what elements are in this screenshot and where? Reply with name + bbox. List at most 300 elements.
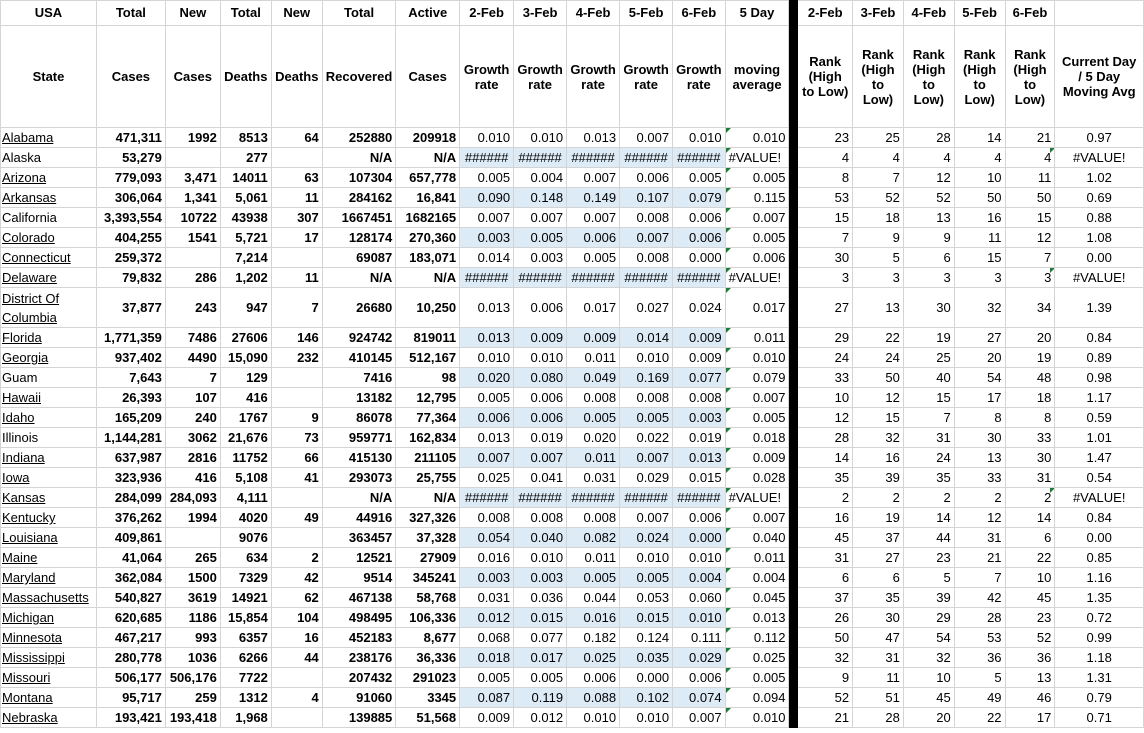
rank-cell[interactable] [954,388,1005,408]
growth-rate-cell[interactable]: 0.025 [460,468,514,488]
rank-cell[interactable] [954,328,1005,348]
cell-total-cases[interactable]: 540,827 [96,588,165,608]
rank-cell[interactable] [798,368,853,388]
cell-active[interactable]: 819011 [396,328,460,348]
growth-rate-cell[interactable]: 0.149 [567,188,620,208]
cell-new-cases[interactable]: 259 [165,688,220,708]
cell-active[interactable]: 16,841 [396,188,460,208]
rank-cell[interactable] [798,408,853,428]
moving-average-cell[interactable] [725,388,789,408]
rank-cell[interactable] [853,228,904,248]
rank-cell[interactable] [798,188,853,208]
cell-new-cases[interactable]: 1541 [165,228,220,248]
cell-recovered[interactable]: 86078 [322,408,395,428]
cell-recovered[interactable]: N/A [322,268,395,288]
ratio-cell[interactable]: 0.59 [1055,408,1144,428]
cell-total-deaths[interactable]: 21,676 [220,428,271,448]
rank-cell[interactable] [853,588,904,608]
rank-cell[interactable] [954,468,1005,488]
state-cell[interactable] [1,648,97,668]
header-cell[interactable]: 4-Feb [567,1,620,26]
cell-active[interactable]: 51,568 [396,708,460,728]
rank-cell[interactable] [954,488,1005,508]
rank-cell[interactable] [853,668,904,688]
cell-recovered[interactable]: 7416 [322,368,395,388]
rank-cell[interactable] [903,508,954,528]
cell-total-cases[interactable]: 53,279 [96,148,165,168]
cell-total-cases[interactable]: 376,262 [96,508,165,528]
growth-rate-cell[interactable]: 0.010 [460,348,514,368]
rank-cell[interactable] [903,588,954,608]
cell-recovered[interactable]: 284162 [322,188,395,208]
growth-rate-cell[interactable]: 0.006 [460,408,514,428]
growth-rate-cell[interactable]: 0.011 [567,348,620,368]
rank-cell[interactable] [903,228,954,248]
growth-rate-cell[interactable]: 0.024 [620,528,673,548]
cell-new-deaths[interactable]: 4 [271,688,322,708]
cell-new-cases[interactable]: 993 [165,628,220,648]
state-link[interactable]: Maryland [2,570,56,585]
growth-rate-cell[interactable]: 0.005 [620,568,673,588]
cell-active[interactable]: 10,250 [396,288,460,328]
growth-rate-cell[interactable]: 0.014 [460,248,514,268]
cell-new-deaths[interactable] [271,668,322,688]
growth-rate-cell[interactable]: 0.007 [620,128,673,148]
header-cell[interactable]: Total [220,1,271,26]
ratio-cell[interactable]: 0.54 [1055,468,1144,488]
rank-cell[interactable] [954,548,1005,568]
rank-cell[interactable] [1005,128,1055,148]
growth-rate-cell[interactable]: 0.017 [567,288,620,328]
growth-rate-cell[interactable]: 0.182 [567,628,620,648]
cell-total-cases[interactable]: 1,144,281 [96,428,165,448]
state-link[interactable]: Mississippi [2,650,65,665]
header-cell[interactable]: Growth rate [567,26,620,128]
state-cell[interactable] [1,668,97,688]
cell-total-deaths[interactable]: 129 [220,368,271,388]
moving-average-cell[interactable] [725,608,789,628]
growth-rate-cell[interactable]: 0.018 [460,648,514,668]
state-link[interactable]: Alabama [2,130,54,145]
growth-rate-cell[interactable]: 0.107 [620,188,673,208]
ratio-cell[interactable]: 1.18 [1055,648,1144,668]
growth-rate-cell[interactable]: 0.013 [567,128,620,148]
state-link[interactable]: Kansas [2,490,46,505]
header-cell[interactable]: New [165,1,220,26]
growth-rate-cell[interactable]: ###### [514,148,567,168]
state-cell[interactable] [1,568,97,588]
cell-total-deaths[interactable]: 1,202 [220,268,271,288]
cell-new-cases[interactable]: 7486 [165,328,220,348]
cell-new-deaths[interactable]: 63 [271,168,322,188]
growth-rate-cell[interactable]: 0.169 [620,368,673,388]
state-link[interactable]: Louisiana [2,530,58,545]
rank-cell[interactable] [954,568,1005,588]
cell-active[interactable]: 162,834 [396,428,460,448]
cell-total-deaths[interactable]: 11752 [220,448,271,468]
growth-rate-cell[interactable]: 0.000 [673,248,726,268]
rank-cell[interactable] [798,128,853,148]
rank-cell[interactable] [798,388,853,408]
cell-active[interactable]: 345241 [396,568,460,588]
header-cell[interactable]: Growth rate [460,26,514,128]
cell-new-deaths[interactable] [271,488,322,508]
state-cell[interactable] [1,228,97,248]
growth-rate-cell[interactable]: 0.053 [620,588,673,608]
growth-rate-cell[interactable]: 0.007 [673,708,726,728]
state-cell[interactable] [1,408,97,428]
rank-cell[interactable] [903,168,954,188]
cell-total-cases[interactable]: 37,877 [96,288,165,328]
header-cell[interactable]: Rank (High to Low) [798,26,853,128]
rank-cell[interactable] [853,528,904,548]
rank-cell[interactable] [853,428,904,448]
cell-new-cases[interactable]: 3619 [165,588,220,608]
header-cell[interactable]: 6-Feb [673,1,726,26]
cell-recovered[interactable]: 139885 [322,708,395,728]
cell-total-cases[interactable]: 1,771,359 [96,328,165,348]
cell-total-deaths[interactable]: 43938 [220,208,271,228]
rank-cell[interactable] [853,408,904,428]
rank-cell[interactable] [903,188,954,208]
growth-rate-cell[interactable]: 0.013 [460,328,514,348]
growth-rate-cell[interactable]: 0.074 [673,688,726,708]
cell-active[interactable]: 8,677 [396,628,460,648]
growth-rate-cell[interactable]: 0.007 [460,208,514,228]
cell-total-cases[interactable]: 165,209 [96,408,165,428]
rank-cell[interactable] [853,648,904,668]
cell-active[interactable]: 512,167 [396,348,460,368]
growth-rate-cell[interactable]: 0.068 [460,628,514,648]
rank-cell[interactable] [903,368,954,388]
moving-average-cell[interactable] [725,428,789,448]
moving-average-cell[interactable] [725,248,789,268]
state-cell[interactable] [1,488,97,508]
ratio-cell[interactable]: 1.17 [1055,388,1144,408]
cell-new-deaths[interactable]: 16 [271,628,322,648]
growth-rate-cell[interactable]: 0.015 [514,608,567,628]
rank-cell[interactable] [1005,468,1055,488]
header-cell[interactable]: 2-Feb [460,1,514,26]
rank-cell[interactable] [1005,408,1055,428]
growth-rate-cell[interactable]: 0.012 [514,708,567,728]
growth-rate-cell[interactable]: 0.025 [567,648,620,668]
cell-total-cases[interactable]: 620,685 [96,608,165,628]
state-link[interactable]: Florida [2,330,42,345]
cell-new-deaths[interactable]: 232 [271,348,322,368]
header-cell[interactable]: Active [396,1,460,26]
cell-recovered[interactable]: 498495 [322,608,395,628]
state-link[interactable]: Kentucky [2,510,56,525]
cell-total-deaths[interactable]: 1,968 [220,708,271,728]
growth-rate-cell[interactable]: 0.005 [460,168,514,188]
cell-recovered[interactable]: 107304 [322,168,395,188]
growth-rate-cell[interactable]: 0.088 [567,688,620,708]
rank-cell[interactable] [954,688,1005,708]
cell-recovered[interactable]: 467138 [322,588,395,608]
header-cell[interactable]: Cases [396,26,460,128]
growth-rate-cell[interactable]: 0.013 [673,448,726,468]
cell-new-cases[interactable]: 284,093 [165,488,220,508]
rank-cell[interactable] [903,488,954,508]
moving-average-cell[interactable] [725,128,789,148]
header-cell[interactable]: 5-Feb [954,1,1005,26]
rank-cell[interactable] [903,268,954,288]
rank-cell[interactable] [903,628,954,648]
growth-rate-cell[interactable]: 0.010 [620,708,673,728]
growth-rate-cell[interactable]: 0.010 [620,548,673,568]
growth-rate-cell[interactable]: 0.017 [514,648,567,668]
moving-average-cell[interactable] [725,588,789,608]
header-cell[interactable]: Cases [165,26,220,128]
cell-total-cases[interactable]: 280,778 [96,648,165,668]
cell-total-cases[interactable]: 404,255 [96,228,165,248]
cell-recovered[interactable]: 924742 [322,328,395,348]
cell-total-deaths[interactable]: 416 [220,388,271,408]
growth-rate-cell[interactable]: 0.008 [673,388,726,408]
cell-recovered[interactable]: 959771 [322,428,395,448]
ratio-cell[interactable]: #VALUE! [1055,268,1144,288]
cell-recovered[interactable]: 207432 [322,668,395,688]
moving-average-cell[interactable] [725,288,789,328]
cell-active[interactable]: 36,336 [396,648,460,668]
rank-cell[interactable] [954,628,1005,648]
growth-rate-cell[interactable]: 0.006 [673,508,726,528]
rank-cell[interactable] [1005,688,1055,708]
cell-active[interactable]: N/A [396,268,460,288]
state-link[interactable]: Hawaii [2,390,42,405]
growth-rate-cell[interactable]: 0.003 [514,248,567,268]
ratio-cell[interactable]: #VALUE! [1055,488,1144,508]
growth-rate-cell[interactable]: 0.005 [567,568,620,588]
cell-total-deaths[interactable]: 1312 [220,688,271,708]
rank-cell[interactable] [954,528,1005,548]
growth-rate-cell[interactable]: 0.024 [673,288,726,328]
ratio-cell[interactable]: 0.00 [1055,248,1144,268]
rank-cell[interactable] [903,288,954,328]
moving-average-cell[interactable] [725,368,789,388]
cell-new-deaths[interactable]: 17 [271,228,322,248]
moving-average-cell[interactable] [725,528,789,548]
cell-total-cases[interactable]: 409,861 [96,528,165,548]
moving-average-cell[interactable] [725,328,789,348]
state-link[interactable]: Idaho [2,410,35,425]
growth-rate-cell[interactable]: 0.003 [460,228,514,248]
rank-cell[interactable] [1005,168,1055,188]
rank-cell[interactable] [798,628,853,648]
cell-total-cases[interactable]: 284,099 [96,488,165,508]
rank-cell[interactable] [903,648,954,668]
growth-rate-cell[interactable]: 0.022 [620,428,673,448]
moving-average-cell[interactable] [725,668,789,688]
header-cell[interactable]: Growth rate [514,26,567,128]
header-cell[interactable]: Rank (High to Low) [853,26,904,128]
growth-rate-cell[interactable]: ###### [514,268,567,288]
cell-new-deaths[interactable]: 2 [271,548,322,568]
state-link[interactable]: Arizona [2,170,47,185]
growth-rate-cell[interactable]: 0.015 [620,608,673,628]
ratio-cell[interactable]: 0.71 [1055,708,1144,728]
header-cell[interactable]: USA [1,1,97,26]
cell-active[interactable]: 1682165 [396,208,460,228]
moving-average-cell[interactable] [725,688,789,708]
ratio-cell[interactable]: 0.84 [1055,328,1144,348]
cell-new-deaths[interactable] [271,368,322,388]
growth-rate-cell[interactable]: 0.007 [620,448,673,468]
ratio-cell[interactable]: 1.39 [1055,288,1144,328]
cell-total-cases[interactable]: 779,093 [96,168,165,188]
rank-cell[interactable] [798,288,853,328]
cell-new-deaths[interactable]: 307 [271,208,322,228]
rank-cell[interactable] [954,648,1005,668]
rank-cell[interactable] [954,208,1005,228]
rank-cell[interactable] [903,408,954,428]
rank-cell[interactable] [903,388,954,408]
rank-cell[interactable] [903,708,954,728]
cell-total-cases[interactable]: 79,832 [96,268,165,288]
rank-cell[interactable] [954,448,1005,468]
cell-total-deaths[interactable]: 8513 [220,128,271,148]
rank-cell[interactable] [903,608,954,628]
rank-cell[interactable] [954,708,1005,728]
rank-cell[interactable] [798,328,853,348]
rank-cell[interactable] [798,608,853,628]
growth-rate-cell[interactable]: 0.009 [514,328,567,348]
cell-active[interactable]: 37,328 [396,528,460,548]
growth-rate-cell[interactable]: 0.006 [514,388,567,408]
cell-active[interactable]: 77,364 [396,408,460,428]
header-cell[interactable] [1055,1,1144,26]
state-cell[interactable] [1,188,97,208]
rank-cell[interactable] [798,708,853,728]
rank-cell[interactable] [954,508,1005,528]
growth-rate-cell[interactable]: 0.013 [460,288,514,328]
ratio-cell[interactable]: 1.08 [1055,228,1144,248]
rank-cell[interactable] [798,348,853,368]
moving-average-cell[interactable] [725,708,789,728]
rank-cell[interactable] [853,348,904,368]
rank-cell[interactable] [954,588,1005,608]
growth-rate-cell[interactable]: 0.006 [673,208,726,228]
growth-rate-cell[interactable]: 0.005 [460,388,514,408]
state-cell[interactable] [1,548,97,568]
growth-rate-cell[interactable]: 0.007 [460,448,514,468]
growth-rate-cell[interactable]: 0.004 [514,168,567,188]
cell-total-deaths[interactable]: 27606 [220,328,271,348]
rank-cell[interactable] [1005,348,1055,368]
cell-new-deaths[interactable]: 42 [271,568,322,588]
cell-new-deaths[interactable]: 62 [271,588,322,608]
rank-cell[interactable] [1005,508,1055,528]
rank-cell[interactable] [1005,528,1055,548]
growth-rate-cell[interactable]: 0.027 [620,288,673,328]
rank-cell[interactable] [903,128,954,148]
cell-total-deaths[interactable]: 634 [220,548,271,568]
cell-new-cases[interactable]: 286 [165,268,220,288]
rank-cell[interactable] [1005,228,1055,248]
rank-cell[interactable] [853,168,904,188]
cell-recovered[interactable]: 69087 [322,248,395,268]
moving-average-cell[interactable] [725,468,789,488]
cell-total-deaths[interactable]: 277 [220,148,271,168]
cell-recovered[interactable]: 238176 [322,648,395,668]
growth-rate-cell[interactable]: ###### [514,488,567,508]
growth-rate-cell[interactable]: 0.010 [673,548,726,568]
cell-active[interactable]: N/A [396,488,460,508]
growth-rate-cell[interactable]: ###### [673,268,726,288]
ratio-cell[interactable]: 1.47 [1055,448,1144,468]
rank-cell[interactable] [853,688,904,708]
ratio-cell[interactable]: #VALUE! [1055,148,1144,168]
cell-total-deaths[interactable]: 14921 [220,588,271,608]
cell-active[interactable]: 270,360 [396,228,460,248]
rank-cell[interactable] [853,708,904,728]
growth-rate-cell[interactable]: ###### [460,488,514,508]
state-cell[interactable] [1,368,97,388]
cell-total-deaths[interactable]: 4020 [220,508,271,528]
state-cell[interactable] [1,508,97,528]
rank-cell[interactable] [903,208,954,228]
cell-new-cases[interactable]: 1036 [165,648,220,668]
rank-cell[interactable] [798,648,853,668]
rank-cell[interactable] [903,248,954,268]
cell-new-cases[interactable] [165,148,220,168]
cell-active[interactable]: 3345 [396,688,460,708]
growth-rate-cell[interactable]: 0.111 [673,628,726,648]
growth-rate-cell[interactable]: 0.009 [460,708,514,728]
rank-cell[interactable] [1005,428,1055,448]
header-cell[interactable]: 5-Feb [620,1,673,26]
growth-rate-cell[interactable]: ###### [460,148,514,168]
cell-total-deaths[interactable]: 7722 [220,668,271,688]
cell-total-cases[interactable]: 3,393,554 [96,208,165,228]
rank-cell[interactable] [798,448,853,468]
header-cell[interactable]: 4-Feb [903,1,954,26]
cell-new-cases[interactable]: 7 [165,368,220,388]
rank-cell[interactable] [1005,548,1055,568]
rank-cell[interactable] [954,668,1005,688]
header-cell[interactable]: 3-Feb [853,1,904,26]
rank-cell[interactable] [1005,588,1055,608]
ratio-cell[interactable]: 0.97 [1055,128,1144,148]
rank-cell[interactable] [798,568,853,588]
growth-rate-cell[interactable]: 0.087 [460,688,514,708]
rank-cell[interactable] [1005,488,1055,508]
header-cell[interactable]: Total [322,1,395,26]
rank-cell[interactable] [903,428,954,448]
rank-cell[interactable] [1005,628,1055,648]
cell-new-deaths[interactable]: 49 [271,508,322,528]
cell-active[interactable]: 183,071 [396,248,460,268]
header-cell[interactable]: 2-Feb [798,1,853,26]
rank-cell[interactable] [903,448,954,468]
rank-cell[interactable] [853,448,904,468]
growth-rate-cell[interactable]: 0.054 [460,528,514,548]
rank-cell[interactable] [954,188,1005,208]
cell-new-cases[interactable]: 3,471 [165,168,220,188]
cell-new-cases[interactable]: 243 [165,288,220,328]
growth-rate-cell[interactable]: 0.010 [514,548,567,568]
cell-total-cases[interactable]: 362,084 [96,568,165,588]
growth-rate-cell[interactable]: 0.010 [620,348,673,368]
state-link[interactable]: Massachusetts [2,590,89,605]
rank-cell[interactable] [1005,568,1055,588]
rank-cell[interactable] [798,688,853,708]
growth-rate-cell[interactable]: 0.031 [567,468,620,488]
rank-cell[interactable] [798,248,853,268]
growth-rate-cell[interactable]: 0.006 [673,668,726,688]
moving-average-cell[interactable] [725,448,789,468]
